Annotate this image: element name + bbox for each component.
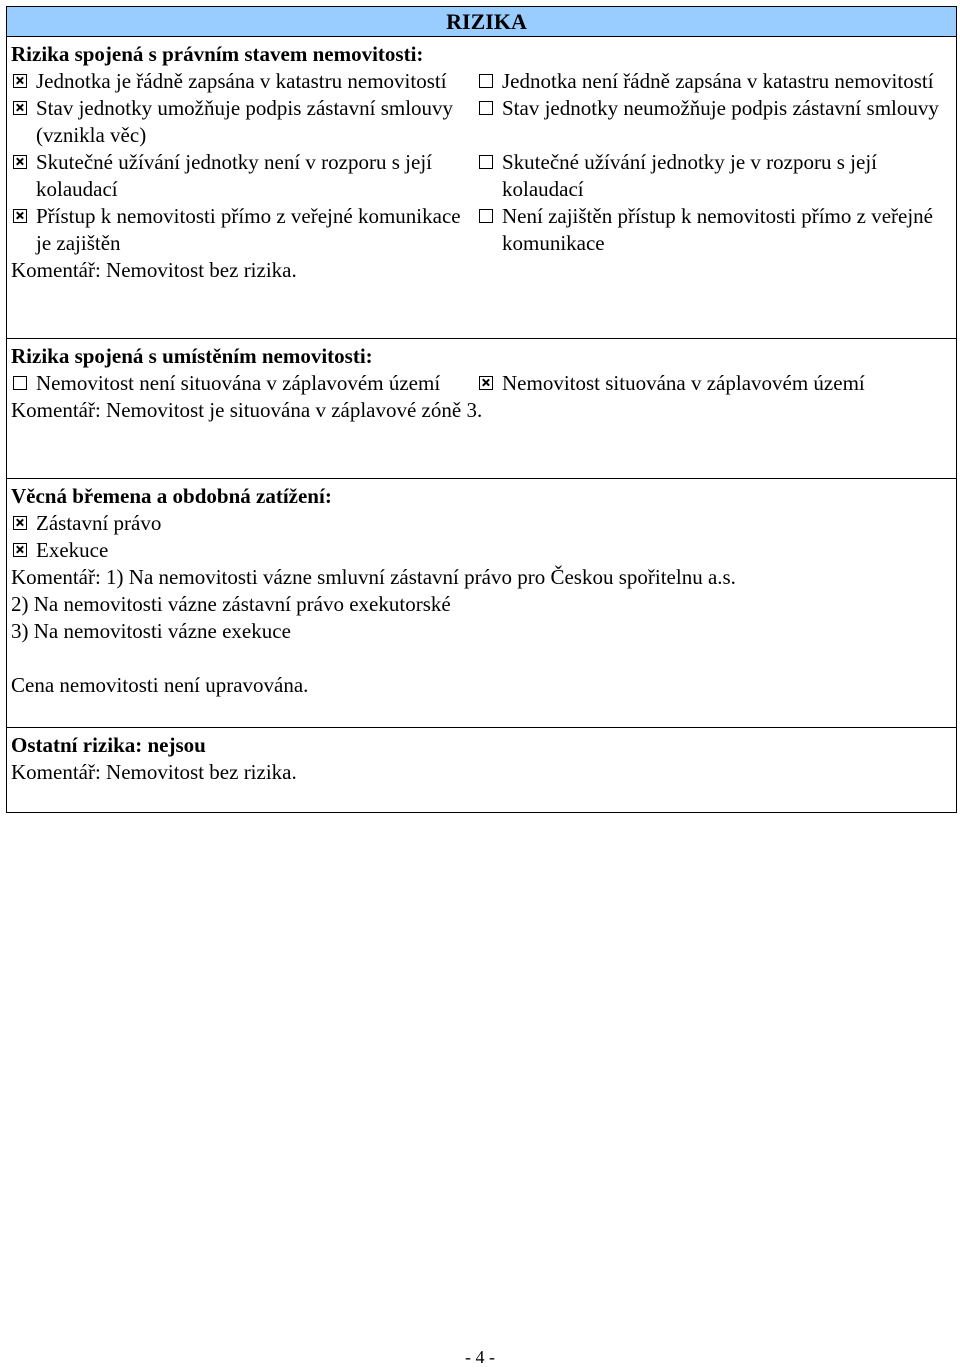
location-pair xyxy=(11,370,956,397)
empty-box-icon[interactable] xyxy=(479,209,493,223)
option-label: Skutečné užívání jednotky je v rozporu s její kolaudací xyxy=(502,150,877,201)
encumbrances-heading: Věcná břemena a obdobná zatížení: xyxy=(11,484,332,508)
option-label: Jednotka není řádně zapsána v katastru nemovitostí xyxy=(502,69,934,93)
encumbrance-comment-line: 3) Na nemovitosti vázne exekuce xyxy=(11,619,291,643)
encumbrances-section xyxy=(7,479,956,728)
checked-box-icon[interactable] xyxy=(13,101,27,115)
checked-box-icon[interactable] xyxy=(13,155,27,169)
legal-risks-heading: Rizika spojená s právním stavem nemovitosti: xyxy=(11,42,424,66)
legal-pair xyxy=(11,95,956,149)
page-number: - 4 - xyxy=(465,1347,495,1367)
risks-table xyxy=(6,6,957,813)
checked-box-icon[interactable] xyxy=(13,543,27,557)
legal-option-left[interactable] xyxy=(11,203,477,257)
empty-box-icon[interactable] xyxy=(479,74,493,88)
legal-risks-section xyxy=(7,37,956,339)
option-label: Nemovitost není situována v záplavovém území xyxy=(36,371,441,395)
option-label: Není zajištěn přístup k nemovitosti přímo z veřejné komunikace xyxy=(502,204,933,255)
option-label: Stav jednotky neumožňuje podpis zástavní smlouvy xyxy=(502,96,939,120)
option-label: Exekuce xyxy=(36,538,109,562)
legal-option-right[interactable] xyxy=(477,149,947,203)
legal-option-right[interactable] xyxy=(477,95,947,122)
legal-comment: Komentář: Nemovitost bez rizika. xyxy=(11,258,297,282)
location-risks-section xyxy=(7,339,956,479)
legal-option-left[interactable] xyxy=(11,68,477,95)
location-option-right[interactable] xyxy=(477,370,947,397)
option-label: Nemovitost situována v záplavovém území xyxy=(502,371,865,395)
checked-box-icon[interactable] xyxy=(13,209,27,223)
location-option-left[interactable] xyxy=(11,370,477,397)
legal-option-right[interactable] xyxy=(477,203,947,257)
encumbrance-item[interactable] xyxy=(11,537,956,564)
empty-box-icon[interactable] xyxy=(479,101,493,115)
legal-pair xyxy=(11,203,956,257)
location-comment: Komentář: Nemovitost je situována v záplavové zóně 3. xyxy=(11,398,483,422)
checked-box-icon[interactable] xyxy=(479,376,493,390)
legal-option-left[interactable] xyxy=(11,95,477,149)
other-risks-section xyxy=(7,728,956,812)
option-label: Stav jednotky umožňuje podpis zástavní smlouvy (vznikla věc) xyxy=(36,96,454,147)
option-label: Skutečné užívání jednotky není v rozporu s její kolaudací xyxy=(36,150,432,201)
checked-box-icon[interactable] xyxy=(13,516,27,530)
empty-box-icon[interactable] xyxy=(479,155,493,169)
location-risks-heading: Rizika spojená s umístěním nemovitosti: xyxy=(11,344,373,368)
empty-box-icon[interactable] xyxy=(13,376,27,390)
legal-pair xyxy=(11,68,956,95)
legal-option-right[interactable] xyxy=(477,68,947,95)
legal-pair xyxy=(11,149,956,203)
other-risks-heading: Ostatní rizika: nejsou xyxy=(11,733,206,757)
encumbrance-item[interactable] xyxy=(11,510,956,537)
price-note: Cena nemovitosti není upravována. xyxy=(11,673,309,697)
encumbrance-comment-line: 2) Na nemovitosti vázne zástavní právo exekutorské xyxy=(11,592,451,616)
option-label: Zástavní právo xyxy=(36,511,162,535)
encumbrance-comment-line: Komentář: 1) Na nemovitosti vázne smluvní zástavní právo pro Českou spořitelnu a.s. xyxy=(11,565,736,589)
option-label: Jednotka je řádně zapsána v katastru nemovitostí xyxy=(36,69,447,93)
table-title: RIZIKA xyxy=(7,7,956,37)
legal-option-left[interactable] xyxy=(11,149,477,203)
other-comment: Komentář: Nemovitost bez rizika. xyxy=(11,760,297,784)
option-label: Přístup k nemovitosti přímo z veřejné komunikace je zajištěn xyxy=(36,204,461,255)
checked-box-icon[interactable] xyxy=(13,74,27,88)
